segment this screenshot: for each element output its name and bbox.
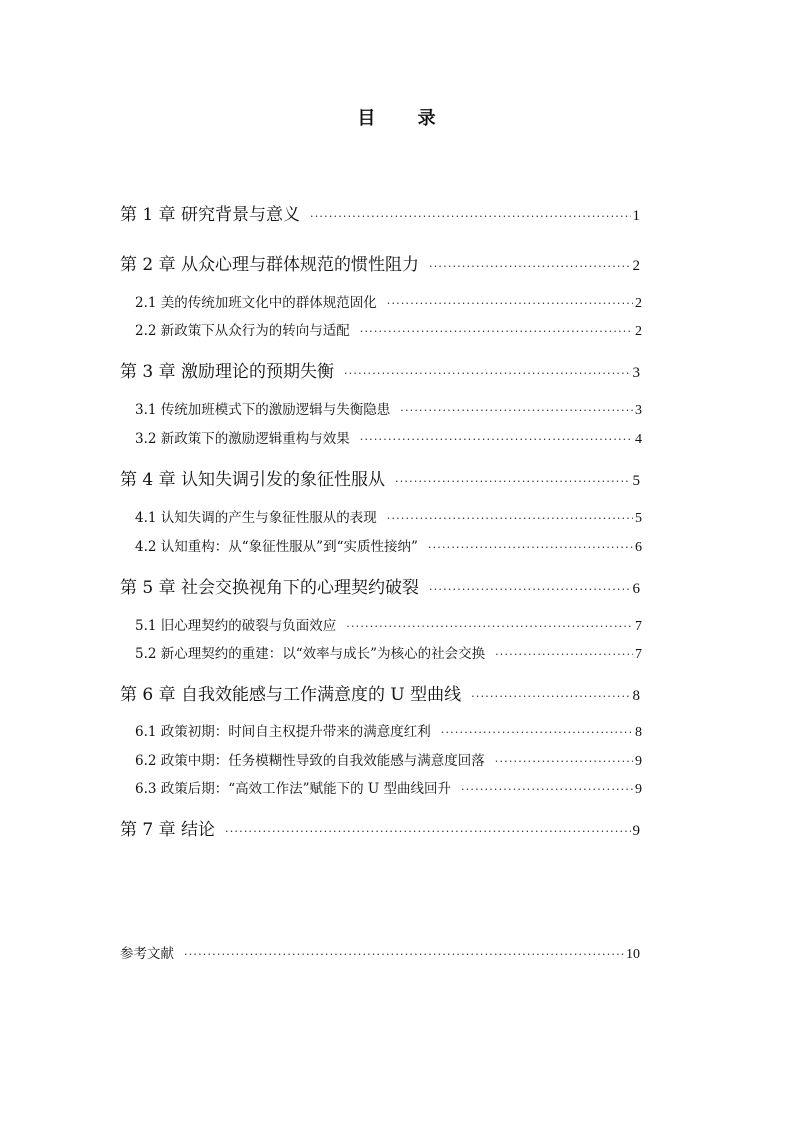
toc-page-number: 3	[632, 365, 640, 381]
toc-entry-text: 第 1 章 研究背景与意义	[120, 205, 301, 225]
toc-entry-references[interactable]	[120, 942, 640, 963]
toc-entry-section-6-3[interactable]	[135, 777, 642, 798]
toc-page-number: 6	[635, 540, 642, 555]
toc-leader-dots	[346, 620, 633, 633]
toc-page-number: 5	[632, 473, 640, 489]
toc-entry-section-5-2[interactable]	[135, 642, 642, 663]
toc-entry-section-2-2[interactable]	[135, 319, 642, 340]
toc-leader-dots	[360, 325, 633, 338]
toc-leader-dots	[184, 948, 624, 961]
toc-entry-text: 2.1 美的传统加班文化中的群体规范固化	[135, 295, 377, 311]
toc-leader-dots	[461, 783, 633, 796]
toc-page-number: 9	[635, 754, 642, 769]
toc-entry-section-2-1[interactable]	[135, 291, 642, 312]
toc-entry-text: 3.1 传统加班模式下的激励逻辑与失衡隐患	[135, 402, 391, 418]
toc-leader-dots	[428, 541, 633, 554]
toc-leader-dots	[360, 433, 633, 446]
toc-entry-text: 第 7 章 结论	[120, 820, 216, 840]
toc-page-number: 7	[635, 619, 642, 634]
toc-leader-dots	[387, 297, 633, 310]
toc-entry-text: 2.2 新政策下从众行为的转向与适配	[135, 323, 350, 339]
toc-page-number: 2	[635, 324, 642, 339]
toc-entry-text: 第 5 章 社会交换视角下的心理契约破裂	[120, 578, 420, 598]
toc-leader-dots	[387, 512, 633, 525]
toc-entry-section-6-1[interactable]	[135, 720, 642, 741]
toc-entry-text: 4.2 认知重构：从“象征性服从”到“实质性接纳”	[135, 539, 418, 555]
toc-leader-dots	[471, 690, 630, 703]
toc-entry-chapter-4[interactable]	[120, 465, 640, 490]
toc-entry-text: 第 6 章 自我效能感与工作满意度的 U 型曲线	[120, 685, 462, 705]
toc-page-number: 9	[632, 823, 640, 839]
toc-page-number: 9	[635, 782, 642, 797]
toc-page-number: 7	[635, 647, 642, 662]
toc-page-number: 5	[635, 511, 642, 526]
toc-entry-section-6-2[interactable]	[135, 749, 642, 770]
toc-leader-dots	[225, 825, 630, 838]
toc-entry-chapter-3[interactable]	[120, 357, 640, 382]
toc-page-number: 3	[635, 403, 642, 418]
toc-entry-chapter-6[interactable]	[120, 680, 640, 705]
toc-entry-section-5-1[interactable]	[135, 614, 642, 635]
toc-leader-dots	[495, 648, 633, 661]
toc-leader-dots	[310, 210, 630, 223]
toc-entry-chapter-7[interactable]	[120, 815, 640, 840]
toc-entry-text: 参考文献	[120, 946, 174, 962]
toc-page-number: 8	[635, 725, 642, 740]
toc-entry-text: 第 3 章 激励理论的预期失衡	[120, 362, 335, 382]
toc-entry-text: 6.1 政策初期：时间自主权提升带来的满意度红利	[135, 724, 431, 740]
toc-entry-chapter-1[interactable]	[120, 200, 640, 225]
toc-entry-text: 6.2 政策中期：任务模糊性导致的自我效能感与满意度回落	[135, 753, 485, 769]
toc-entry-section-3-2[interactable]	[135, 427, 642, 448]
toc-entry-section-4-2[interactable]	[135, 535, 642, 556]
toc-entry-section-3-1[interactable]	[135, 398, 642, 419]
toc-entry-text: 第 4 章 认知失调引发的象征性服从	[120, 470, 386, 490]
toc-entry-chapter-2[interactable]	[120, 250, 640, 275]
toc-leader-dots	[400, 404, 633, 417]
toc-entry-text: 5.2 新心理契约的重建：以“效率与成长”为核心的社会交换	[135, 646, 486, 662]
toc-entry-text: 第 2 章 从众心理与群体规范的惯性阻力	[120, 255, 420, 275]
toc-entry-section-4-1[interactable]	[135, 506, 642, 527]
toc-page-number: 6	[632, 581, 640, 597]
toc-entry-text: 4.1 认知失调的产生与象征性服从的表现	[135, 510, 377, 526]
toc-leader-dots	[429, 260, 630, 273]
toc-page-number: 10	[626, 947, 640, 962]
toc-page-number: 1	[632, 208, 640, 224]
toc-leader-dots	[441, 726, 633, 739]
toc-entry-text: 6.3 政策后期：“高效工作法”赋能下的 U 型曲线回升	[135, 781, 452, 797]
toc-page-number: 8	[632, 688, 640, 704]
toc-page-number: 4	[635, 432, 642, 447]
toc-title: 目 录	[357, 108, 454, 129]
toc-leader-dots	[429, 583, 630, 596]
toc-leader-dots	[395, 475, 630, 488]
toc-entry-text: 5.1 旧心理契约的破裂与负面效应	[135, 618, 337, 634]
toc-entry-chapter-5[interactable]	[120, 573, 640, 598]
toc-page-number: 2	[635, 296, 642, 311]
toc-leader-dots	[495, 755, 633, 768]
toc-page-number: 2	[632, 258, 640, 274]
toc-leader-dots	[344, 367, 630, 380]
toc-entry-text: 3.2 新政策下的激励逻辑重构与效果	[135, 431, 350, 447]
